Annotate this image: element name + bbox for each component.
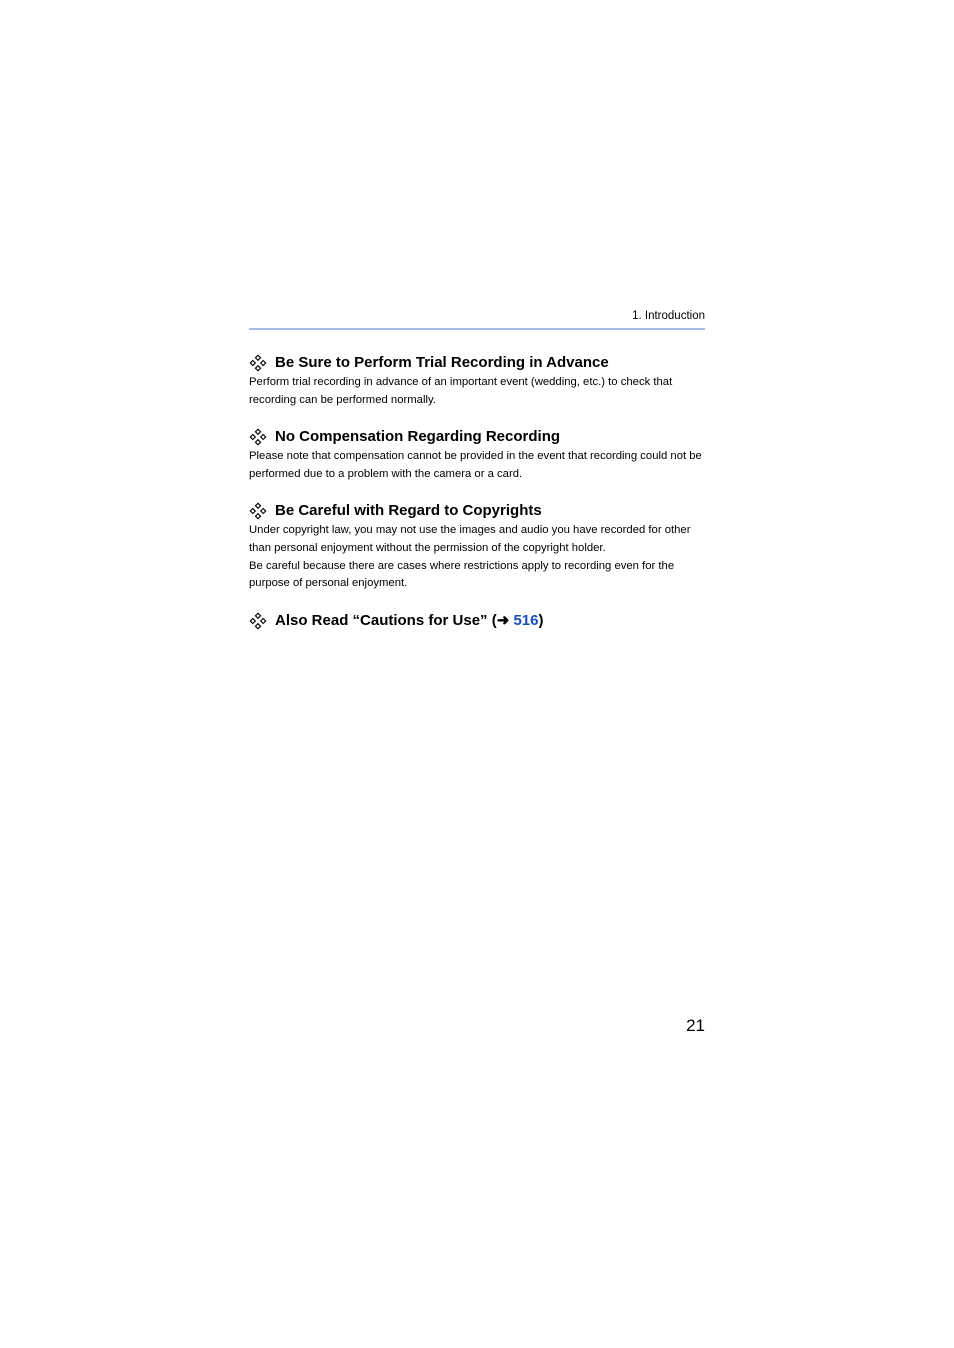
section-cautions-for-use (249, 612, 705, 630)
chapter-title: 1. Introduction (632, 310, 705, 322)
heading-prefix: Also Read “Cautions for Use” ( (275, 611, 497, 629)
section-body (249, 522, 705, 592)
section-heading-text: Be Sure to Perform Trial Recording in Advance (275, 354, 609, 371)
section-trial-recording (249, 354, 705, 409)
section-heading (249, 428, 705, 446)
running-header (249, 300, 705, 330)
section-heading (249, 612, 705, 630)
paragraph: Perform trial recording in advance of an important event (wedding, etc.) to check that recording can be performed normally. (249, 376, 673, 406)
paragraph: Under copyright law, you may not use the images and audio you have recorded for other than personal enjoyment without the permission of the copyright holder. (249, 524, 691, 554)
section-no-compensation (249, 428, 705, 483)
arrow-icon: ➜ (496, 611, 510, 629)
page-link-516[interactable]: 516 (513, 611, 539, 629)
section-heading-text (275, 612, 543, 630)
page-number: 21 (686, 1016, 705, 1035)
section-heading (249, 502, 705, 520)
paragraph: Be careful because there are cases where restrictions apply to recording even for the purpose of personal enjoyment. (249, 559, 675, 590)
section-heading-text: Be Careful with Regard to Copyrights (275, 502, 542, 520)
page-content (249, 300, 705, 630)
section-body (249, 448, 705, 483)
four-diamond-icon (249, 428, 267, 446)
four-diamond-icon (249, 502, 267, 520)
section-copyrights (249, 502, 705, 592)
heading-suffix: ) (538, 611, 544, 629)
section-body (249, 374, 705, 409)
paragraph: Please note that compensation cannot be provided in the event that recording could not be performed due to a problem with the camera or a card. (249, 450, 702, 480)
section-heading (249, 354, 705, 372)
four-diamond-icon (249, 354, 267, 372)
section-heading-text: No Compensation Regarding Recording (275, 428, 561, 446)
four-diamond-icon (249, 612, 267, 630)
